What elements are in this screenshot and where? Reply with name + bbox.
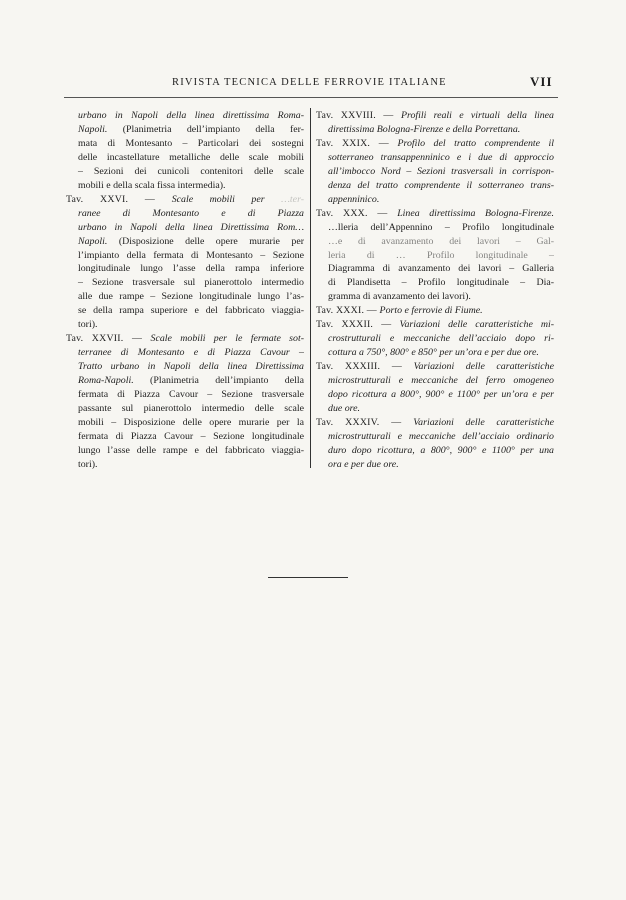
italic-run: Profili reali e virtuali della linea — [400, 110, 554, 121]
italic-run: Roma-Napoli. — [78, 375, 134, 387]
closing-rule — [268, 577, 348, 578]
text-line — [316, 249, 554, 263]
italic-run: denza del tratto comprendente il sotterraneo trans- — [328, 179, 554, 191]
roman-run: gramma di avanzamento dei lavori). — [328, 291, 471, 303]
text-line — [316, 221, 554, 235]
text-line — [66, 137, 304, 151]
roman-run: tori). — [78, 319, 98, 331]
roman-run: fermata di Piazza Cavour – Sezione trasversale — [78, 389, 304, 401]
plate-entry — [316, 416, 554, 472]
roman-run: mata di Montesanto – Particolari dei sostegni — [78, 137, 304, 149]
italic-run: direttissima Bologna-Firenze e della Porrettana. — [328, 123, 521, 135]
text-line — [66, 123, 304, 137]
text-line — [66, 444, 304, 458]
text-line — [316, 165, 554, 179]
roman-run: lungo l’asse delle rampe e del fabbricato viaggia- — [78, 444, 304, 456]
roman-run: longitudinale lungo l’asse della rampa inferiore — [78, 263, 304, 275]
text-line — [66, 276, 304, 290]
italic-run: Profilo del tratto comprendente il — [397, 137, 554, 149]
roman-run: …lleria dell’Appennino – Profilo longitudinale — [328, 221, 554, 233]
roman-run: Tav. XXXIII. — — [316, 361, 414, 373]
plate-entry — [316, 304, 554, 318]
text-line — [66, 304, 304, 318]
text-line — [316, 276, 554, 290]
plate-entry — [316, 207, 554, 305]
text-line — [316, 444, 554, 458]
text-line — [316, 109, 554, 123]
text-line — [66, 458, 304, 472]
header-rule — [64, 97, 558, 98]
text-line — [66, 221, 304, 235]
italic-run: crostrutturali e meccaniche dell’acciaio dopo ri- — [328, 333, 554, 345]
text-line — [316, 416, 554, 430]
text-line — [66, 416, 304, 430]
roman-run: Tav. XXVIII. — — [316, 110, 401, 121]
italic-run: Napoli della linea direttissima Roma- — [131, 110, 304, 121]
running-head: RIVISTA TECNICA DELLE FERROVIE ITALIANE — [172, 77, 447, 88]
roman-run: Tav. XXIX. — — [316, 137, 398, 149]
text-line — [316, 262, 554, 276]
text-line — [316, 304, 554, 318]
roman-run: tori). — [78, 458, 98, 470]
text-line — [66, 318, 304, 332]
text-line — [66, 430, 304, 444]
text-line — [66, 249, 304, 263]
italic-run: urbano in Napoli della linea Direttissima Rom… — [78, 221, 304, 233]
text-line — [316, 402, 554, 416]
roman-run: …e di avanzamento dei lavori – Gal- — [328, 235, 554, 247]
roman-run: Tav. XXVII. — — [66, 333, 151, 345]
text-line — [316, 137, 554, 151]
roman-run: se della rampa superiore e del fabbricato viaggia- — [78, 305, 304, 317]
text-line — [316, 207, 554, 221]
italic-run: Scale mobili per le fermate sot- — [150, 333, 304, 345]
text-line — [66, 360, 304, 374]
text-line — [66, 290, 304, 304]
plate-entry — [316, 318, 554, 360]
text-line — [66, 179, 304, 193]
text-line — [316, 332, 554, 346]
roman-run: Tav. XXXIV. — — [316, 416, 414, 428]
roman-run: mobili e della scala fissa intermedia). — [78, 179, 226, 191]
text-line — [316, 458, 554, 472]
roman-run: passante sul pianerottolo intermedio delle scale — [78, 403, 304, 415]
roman-run: l’impianto della fermata di Montesanto – Sezione — [78, 249, 304, 261]
italic-run: microstrutturali e meccaniche dell’acciaio ordinario — [328, 430, 554, 442]
roman-run: Tav. XXXI. — — [316, 305, 380, 317]
text-line — [66, 332, 304, 346]
italic-run: Variazioni delle caratteristiche — [413, 416, 554, 428]
plate-entry — [316, 360, 554, 416]
italic-run: appenninico. — [328, 193, 380, 205]
roman-run: fermata di Piazza Cavour – Sezione longitudinale — [78, 430, 304, 442]
italic-run: all’imbocco Nord – Sezioni trasversali in corrispon- — [328, 165, 554, 177]
text-line — [66, 262, 304, 276]
text-line — [316, 318, 554, 332]
roman-run: di Plandisetta – Profilo longitudinale – Dia- — [328, 277, 554, 289]
page-number: VII — [530, 74, 553, 89]
italic-run: Porto e ferrovie di Fiume. — [379, 305, 483, 317]
roman-run: Diagramma di avanzamento dei lavori – Galleria — [328, 263, 554, 275]
text-line — [316, 360, 554, 374]
italic-run: ora e per due ore. — [328, 458, 399, 470]
roman-run: (Disposizione delle opere murarie per — [107, 235, 304, 247]
italic-run: …ter- — [281, 193, 304, 205]
italic-run: microstrutturali e meccaniche del ferro omogeneo — [328, 375, 554, 387]
roman-run: – Sezioni dei cunicoli contenitori delle scale — [78, 165, 304, 177]
italic-run: cottura a 750°, 800° e 850° per un’ora e per due ore. — [328, 347, 539, 359]
plate-entry — [66, 109, 304, 193]
italic-run: Napoli. — [78, 235, 108, 247]
italic-run: terranee di Montesanto e di Piazza Cavour – — [78, 347, 304, 359]
plate-entry — [66, 332, 304, 472]
text-line — [66, 207, 304, 221]
italic-run: due ore. — [328, 403, 360, 415]
roman-run: – Sezione trasversale sul pianerottolo intermedio — [78, 277, 304, 289]
text-line — [66, 193, 304, 207]
roman-run: Tav. XXXII. — — [316, 319, 400, 331]
roman-run: delle incastellature metalliche delle scale mobili — [78, 151, 304, 163]
italic-run: Linea direttissima Bologna-Firenze. — [397, 207, 554, 219]
italic-run: duro dopo ricottura, a 800°, 900° e 1100° per una — [328, 444, 554, 456]
italic-run: ranee di Montesanto e di Piazza — [78, 207, 304, 219]
text-line — [316, 374, 554, 388]
italic-run: urbano in — [78, 110, 132, 121]
text-line — [66, 346, 304, 360]
italic-run: Scale mobili per — [171, 193, 265, 205]
roman-run: leria di … Profilo longitudinale – — [328, 249, 554, 261]
text-line — [316, 123, 554, 137]
right-column — [316, 109, 554, 472]
text-line — [316, 290, 554, 304]
left-column — [66, 109, 304, 472]
text-line — [66, 388, 304, 402]
text-line — [316, 151, 554, 165]
italic-run: Tratto urbano in Napoli della linea Direttissima — [78, 361, 304, 373]
text-line — [316, 193, 554, 207]
text-line — [316, 235, 554, 249]
text-line — [66, 109, 304, 123]
italic-run: sotterraneo transappenninico e i due di approccio — [328, 151, 554, 163]
roman-run: alle due rampe – Sezione longitudinale lungo l’as- — [78, 291, 304, 303]
plate-entry — [66, 193, 304, 333]
text-line — [66, 151, 304, 165]
italic-run: dopo ricottura a 800°, 900° e 1100° per un’ora e per — [328, 389, 554, 401]
italic-run: Variazioni delle caratteristiche — [413, 361, 554, 373]
roman-run: (Planimetria dell’impianto della — [133, 375, 304, 387]
italic-run: Napoli. — [78, 123, 108, 135]
roman-run: mobili – Disposizione delle opere murarie per la — [78, 416, 304, 428]
roman-run: Tav. XXVI. — — [66, 193, 172, 205]
text-line — [316, 430, 554, 444]
roman-run — [265, 194, 282, 205]
plate-entry — [316, 137, 554, 207]
text-line — [66, 374, 304, 388]
text-line — [66, 235, 304, 249]
text-line — [316, 388, 554, 402]
column-divider — [310, 108, 311, 468]
plate-entry — [316, 109, 554, 137]
roman-run: (Planimetria dell’impianto della fer- — [107, 123, 304, 135]
text-line — [66, 165, 304, 179]
roman-run: Tav. XXX. — — [316, 207, 398, 219]
italic-run: Variazioni delle caratteristiche mi- — [399, 319, 554, 331]
text-line — [66, 402, 304, 416]
text-line — [316, 179, 554, 193]
text-line — [316, 346, 554, 360]
